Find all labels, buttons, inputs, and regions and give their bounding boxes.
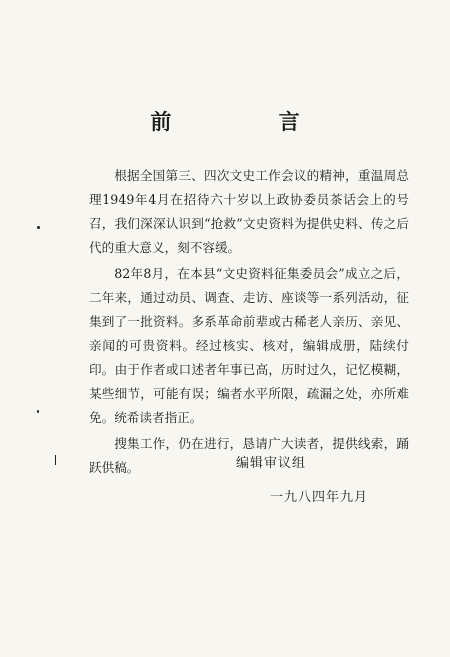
scan-speck [37, 226, 40, 229]
preface-body [89, 164, 409, 480]
scan-speck [55, 455, 56, 465]
scan-speck [37, 410, 39, 413]
paragraph-1: 根据全国第三、四次文史工作会议的精神，重温周总理1949年4月在招待六十岁以上政协委员茶话会上的号召，我们深深认识到“抢救”文史资料为提供史料、传之后代的重大意义，刻不容缓。 [89, 168, 409, 255]
signature: 编辑审议组 [236, 456, 307, 471]
paragraph-3: 搜集工作，仍在进行，恳请广大读者，提供线索，踊跃供稿。 [89, 436, 409, 475]
page-title: 前 言 [150, 109, 350, 134]
date-line: 一九八四年九月 [270, 490, 369, 505]
paragraph-2: 82年8月，在本县“文史资料征集委员会”成立之后，二年来，通过动员、调查、走访、座谈等一系列活动，征集到了一批资料。多系革命前辈或古稀老人亲历、亲见、亲闻的可贵资料。经过核实、核对，编辑成册，陆续付印。由于作者或口述者年事已高，历时过久，记忆模糊，某些细节，可能有误；编者水平所限，疏漏之处，亦所难免。统希读者指正。 [89, 266, 409, 425]
